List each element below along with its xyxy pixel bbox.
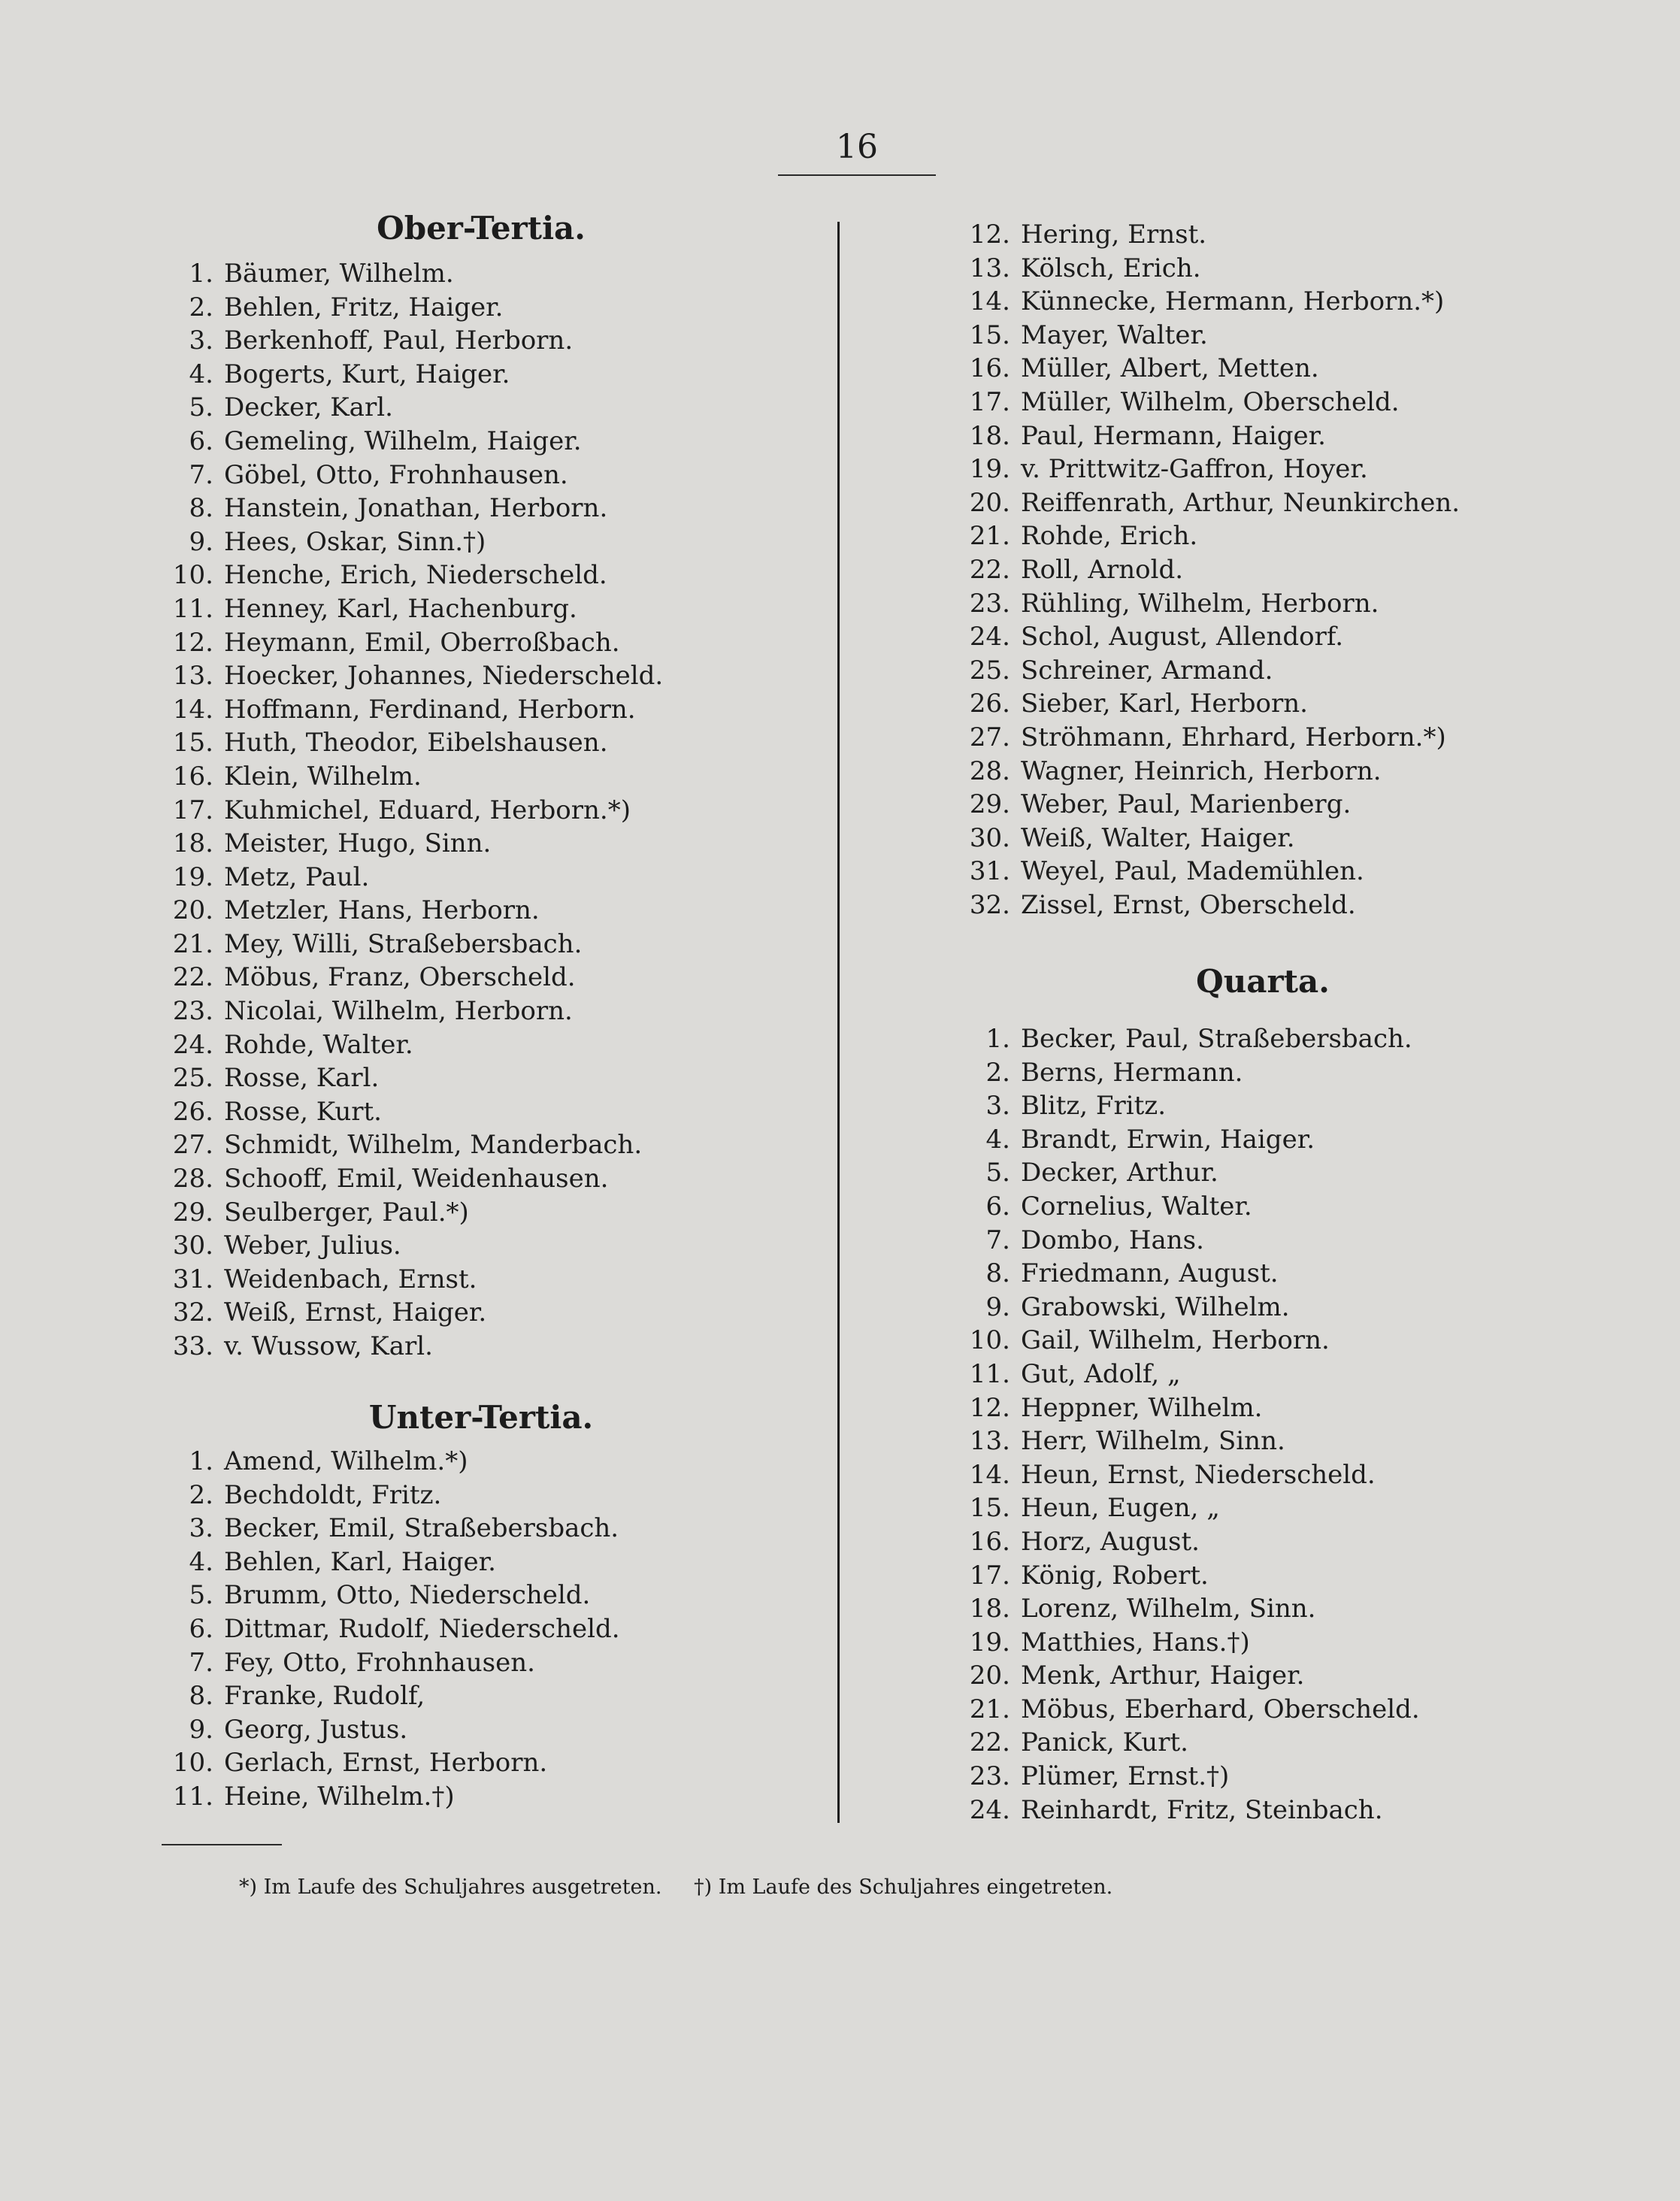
entry-number: 15.: [172, 728, 213, 758]
list-item: [150, 559, 663, 592]
list-item: [947, 788, 1460, 822]
entry-number: 16.: [969, 1526, 1010, 1557]
list-item: [150, 1512, 620, 1546]
entry-name: Behlen, Karl, Haiger.: [224, 1546, 496, 1577]
entry-number: 17.: [969, 386, 1010, 417]
entry-name: Hanstein, Jonathan, Herborn.: [224, 493, 608, 524]
entry-name: Heppner, Wilhelm.: [1021, 1392, 1263, 1423]
entry-number: 12.: [969, 219, 1010, 250]
entry-number: 22.: [969, 1727, 1010, 1758]
entry-name: Cornelius, Walter.: [1021, 1191, 1252, 1222]
entry-name: Metzler, Hans, Herborn.: [224, 895, 540, 926]
list-ober-tertia: [150, 257, 663, 1364]
list-item: [947, 822, 1460, 855]
entry-name: Schol, August, Allendorf.: [1021, 622, 1344, 652]
entry-number: 8.: [189, 1681, 213, 1712]
entry-name: Kuhmichel, Eduard, Herborn.*): [224, 795, 631, 825]
entry-number: 29.: [969, 789, 1010, 820]
entry-name: Bäumer, Wilhelm.: [224, 259, 454, 289]
entry-number: 17.: [969, 1560, 1010, 1591]
entry-number: 6.: [189, 1613, 213, 1644]
entry-number: 28.: [969, 755, 1010, 786]
list-item: [947, 386, 1460, 419]
footnote-rule: [162, 1844, 282, 1845]
entry-name: Möbus, Franz, Oberscheld.: [224, 962, 576, 993]
entry-name: Meister, Hugo, Sinn.: [224, 828, 492, 859]
page-number: 16: [836, 128, 878, 166]
list-item: [150, 257, 663, 291]
list-item: [947, 1592, 1420, 1626]
entry-number: 9.: [189, 526, 213, 557]
entry-name: Paul, Hermann, Haiger.: [1021, 420, 1326, 451]
list-item: [150, 358, 663, 392]
entry-number: 18.: [969, 1594, 1010, 1624]
entry-number: 4.: [189, 359, 213, 389]
entry-name: Panick, Kurt.: [1021, 1727, 1188, 1758]
list-item: [947, 453, 1460, 486]
list-item: [947, 1626, 1420, 1660]
list-unter-tertia: [150, 1445, 620, 1814]
entry-name: Decker, Arthur.: [1021, 1158, 1218, 1188]
list-unter-tertia-continued: [947, 218, 1460, 922]
entry-number: 30.: [969, 822, 1010, 853]
entry-name: Weber, Paul, Marienberg.: [1021, 789, 1352, 820]
entry-number: 27.: [172, 1130, 213, 1161]
list-item: [150, 1746, 620, 1780]
entry-number: 7.: [985, 1225, 1010, 1255]
entry-name: v. Prittwitz-Gaffron, Hoyer.: [1021, 454, 1368, 485]
list-item: [947, 1458, 1420, 1492]
entry-name: Zissel, Ernst, Oberscheld.: [1021, 889, 1356, 920]
entry-number: 16.: [969, 353, 1010, 384]
list-item: [150, 425, 663, 459]
list-item: [150, 492, 663, 525]
list-item: [947, 352, 1460, 386]
entry-number: 13.: [969, 1426, 1010, 1457]
list-item: [947, 1156, 1420, 1190]
entry-number: 6.: [189, 425, 213, 456]
entry-number: 18.: [172, 828, 213, 859]
list-item: [150, 961, 663, 995]
list-item: [947, 319, 1460, 353]
list-item: [150, 1679, 620, 1713]
entry-number: 3.: [189, 1513, 213, 1544]
list-item: [150, 324, 663, 358]
list-item: [947, 486, 1460, 520]
list-item: [150, 1713, 620, 1747]
list-item: [150, 894, 663, 928]
entry-name: Becker, Paul, Straßebersbach.: [1021, 1024, 1412, 1054]
entry-number: 20.: [969, 487, 1010, 518]
entry-number: 2.: [189, 1479, 213, 1510]
entry-number: 15.: [969, 1493, 1010, 1524]
entry-name: Hees, Oskar, Sinn.†): [224, 526, 486, 557]
entry-number: 21.: [969, 1694, 1010, 1724]
entry-name: Gail, Wilhelm, Herborn.: [1021, 1325, 1330, 1356]
entry-name: Weiß, Walter, Haiger.: [1021, 822, 1295, 853]
entry-number: 7.: [189, 459, 213, 490]
list-item: [150, 693, 663, 727]
entry-name: Menk, Arthur, Haiger.: [1021, 1661, 1305, 1691]
list-item: [150, 626, 663, 660]
entry-name: Georg, Justus.: [224, 1714, 408, 1745]
entry-name: Ströhmann, Ehrhard, Herborn.*): [1021, 722, 1446, 752]
heading-quarta: Quarta.: [1196, 963, 1330, 1000]
list-item: [150, 995, 663, 1028]
entry-name: Matthies, Hans.†): [1021, 1627, 1250, 1658]
entry-number: 25.: [172, 1063, 213, 1094]
entry-number: 21.: [172, 928, 213, 959]
list-item: [150, 1296, 663, 1330]
entry-name: Brandt, Erwin, Haiger.: [1021, 1124, 1315, 1155]
entry-number: 1.: [189, 259, 213, 289]
list-item: [947, 1559, 1420, 1593]
entry-number: 13.: [172, 661, 213, 692]
column-divider: [837, 222, 840, 1823]
entry-number: 11.: [172, 593, 213, 624]
list-item: [947, 1123, 1420, 1157]
list-item: [947, 721, 1460, 755]
entry-number: 17.: [172, 795, 213, 825]
entry-number: 15.: [969, 319, 1010, 350]
footnotes: [239, 1870, 1112, 1905]
entry-number: 9.: [189, 1714, 213, 1745]
entry-name: Wagner, Heinrich, Herborn.: [1021, 755, 1382, 786]
list-item: [947, 285, 1460, 319]
entry-number: 20.: [969, 1661, 1010, 1691]
entry-name: Horz, August.: [1021, 1526, 1200, 1557]
entry-name: Dombo, Hans.: [1021, 1225, 1204, 1255]
list-item: [947, 654, 1460, 688]
list-item: [150, 1061, 663, 1095]
entry-number: 10.: [969, 1325, 1010, 1356]
entry-name: Gemeling, Wilhelm, Haiger.: [224, 425, 582, 456]
entry-name: Rühling, Wilhelm, Herborn.: [1021, 588, 1379, 619]
entry-number: 12.: [172, 627, 213, 658]
entry-number: 9.: [985, 1291, 1010, 1322]
entry-name: Plümer, Ernst.†): [1021, 1761, 1230, 1792]
list-item: [947, 1190, 1420, 1224]
entry-name: Lorenz, Wilhelm, Sinn.: [1021, 1594, 1316, 1624]
entry-name: Müller, Wilhelm, Oberscheld.: [1021, 386, 1400, 417]
entry-number: 3.: [189, 325, 213, 356]
list-item: [947, 1022, 1420, 1056]
entry-number: 19.: [969, 1627, 1010, 1658]
heading-ober-tertia: Ober-Tertia.: [377, 210, 586, 247]
entry-number: 2.: [985, 1057, 1010, 1088]
entry-number: 10.: [172, 1748, 213, 1779]
entry-number: 30.: [172, 1231, 213, 1261]
entry-number: 5.: [985, 1158, 1010, 1188]
entry-number: 26.: [172, 1096, 213, 1127]
list-item: [150, 1546, 620, 1579]
entry-name: Rosse, Karl.: [224, 1063, 380, 1094]
list-item: [947, 620, 1460, 654]
entry-number: 20.: [172, 895, 213, 926]
list-item: [947, 252, 1460, 286]
entry-number: 14.: [172, 694, 213, 725]
entry-number: 24.: [969, 1794, 1010, 1825]
entry-name: König, Robert.: [1021, 1560, 1209, 1591]
list-item: [947, 1491, 1420, 1525]
entry-number: 27.: [969, 722, 1010, 752]
list-item: [947, 1525, 1420, 1559]
list-item: [947, 1257, 1420, 1291]
entry-name: Henche, Erich, Niederscheld.: [224, 560, 607, 591]
entry-number: 24.: [172, 1029, 213, 1060]
list-quarta: [947, 1022, 1420, 1827]
list-item: [150, 1479, 620, 1512]
entry-name: Gerlach, Ernst, Herborn.: [224, 1748, 548, 1779]
list-item: [947, 519, 1460, 553]
list-item: [150, 726, 663, 760]
entry-name: Berns, Hermann.: [1021, 1057, 1243, 1088]
list-item: [947, 1224, 1420, 1258]
list-item: [150, 1646, 620, 1680]
entry-name: Henney, Karl, Hachenburg.: [224, 593, 577, 624]
entry-name: Hering, Ernst.: [1021, 219, 1207, 250]
entry-number: 6.: [985, 1191, 1010, 1222]
heading-unter-tertia: Unter-Tertia.: [368, 1399, 594, 1436]
entry-name: Rohde, Erich.: [1021, 521, 1198, 552]
list-item: [150, 1263, 663, 1297]
entry-name: v. Wussow, Karl.: [224, 1331, 433, 1361]
entry-number: 10.: [172, 560, 213, 591]
entry-number: 31.: [172, 1264, 213, 1294]
list-item: [150, 1612, 620, 1646]
list-item: [947, 1056, 1420, 1090]
entry-name: Behlen, Fritz, Haiger.: [224, 292, 504, 322]
entry-number: 26.: [969, 689, 1010, 719]
entry-name: Rohde, Walter.: [224, 1029, 413, 1060]
list-item: [947, 1659, 1420, 1693]
entry-number: 29.: [172, 1197, 213, 1228]
entry-number: 19.: [969, 454, 1010, 485]
list-item: [150, 391, 663, 425]
entry-number: 3.: [985, 1091, 1010, 1122]
entry-name: Bogerts, Kurt, Haiger.: [224, 359, 510, 389]
entry-name: Becker, Emil, Straßebersbach.: [224, 1513, 619, 1544]
list-item: [947, 1089, 1420, 1123]
entry-number: 23.: [969, 588, 1010, 619]
entry-number: 31.: [969, 856, 1010, 887]
list-item: [150, 459, 663, 492]
entry-name: Mey, Willi, Straßebersbach.: [224, 928, 583, 959]
list-item: [150, 1196, 663, 1230]
list-item: [947, 1693, 1420, 1727]
entry-number: 4.: [985, 1124, 1010, 1155]
entry-name: Grabowski, Wilhelm.: [1021, 1291, 1290, 1322]
entry-name: Heymann, Emil, Oberroßbach.: [224, 627, 620, 658]
entry-name: Blitz, Fritz.: [1021, 1091, 1167, 1122]
entry-name: Seulberger, Paul.*): [224, 1197, 469, 1228]
list-item: [150, 1579, 620, 1612]
list-item: [947, 1324, 1420, 1358]
entry-number: 16.: [172, 761, 213, 792]
list-item: [947, 1291, 1420, 1325]
list-item: [947, 1358, 1420, 1391]
list-item: [150, 592, 663, 626]
entry-number: 7.: [189, 1647, 213, 1678]
entry-name: Amend, Wilhelm.*): [224, 1446, 468, 1476]
list-item: [947, 553, 1460, 587]
entry-number: 11.: [969, 1358, 1010, 1389]
entry-name: Sieber, Karl, Herborn.: [1021, 689, 1308, 719]
entry-number: 32.: [172, 1297, 213, 1328]
entry-name: Klein, Wilhelm.: [224, 761, 422, 792]
list-item: [150, 1095, 663, 1129]
entry-number: 8.: [985, 1258, 1010, 1289]
list-item: [947, 755, 1460, 789]
entry-number: 11.: [172, 1781, 213, 1812]
entry-number: 21.: [969, 521, 1010, 552]
entry-name: Nicolai, Wilhelm, Herborn.: [224, 996, 573, 1027]
entry-name: Weidenbach, Ernst.: [224, 1264, 477, 1294]
list-item: [150, 659, 663, 693]
entry-name: Mayer, Walter.: [1021, 319, 1208, 350]
list-item: [947, 419, 1460, 453]
entry-number: 1.: [985, 1024, 1010, 1054]
entry-number: 23.: [969, 1761, 1010, 1792]
entry-name: Künnecke, Hermann, Herborn.*): [1021, 286, 1445, 317]
list-item: [947, 1760, 1420, 1794]
page-number-rule: [778, 174, 936, 176]
entry-name: Schooff, Emil, Weidenhausen.: [224, 1164, 609, 1194]
entry-name: Herr, Wilhelm, Sinn.: [1021, 1426, 1285, 1457]
entry-name: Weber, Julius.: [224, 1231, 401, 1261]
footnote-entered: †) Im Laufe des Schuljahres eingetreten.: [694, 1876, 1113, 1899]
list-item: [150, 827, 663, 861]
entry-number: 5.: [189, 1580, 213, 1611]
entry-number: 22.: [969, 554, 1010, 585]
list-item: [150, 1445, 620, 1479]
list-item: [947, 687, 1460, 721]
entry-name: Huth, Theodor, Eibelshausen.: [224, 728, 608, 758]
footnote-left: *) Im Laufe des Schuljahres ausgetreten.: [239, 1876, 662, 1899]
list-item: [150, 760, 663, 794]
entry-number: 14.: [969, 286, 1010, 317]
entry-name: Berkenhoff, Paul, Herborn.: [224, 325, 574, 356]
list-item: [947, 218, 1460, 252]
list-item: [947, 855, 1460, 889]
list-item: [150, 1229, 663, 1263]
entry-name: Heun, Ernst, Niederscheld.: [1021, 1459, 1376, 1490]
entry-number: 32.: [969, 889, 1010, 920]
entry-name: Weiß, Ernst, Haiger.: [224, 1297, 487, 1328]
entry-number: 1.: [189, 1446, 213, 1476]
list-item: [150, 1780, 620, 1814]
entry-name: Rosse, Kurt.: [224, 1096, 382, 1127]
list-item: [150, 1162, 663, 1196]
list-item: [947, 1424, 1420, 1458]
entry-number: 14.: [969, 1459, 1010, 1490]
entry-name: Weyel, Paul, Mademühlen.: [1021, 856, 1364, 887]
entry-number: 2.: [189, 292, 213, 322]
entry-name: Schreiner, Armand.: [1021, 655, 1273, 686]
entry-name: Reiffenrath, Arthur, Neunkirchen.: [1021, 487, 1461, 518]
entry-name: Metz, Paul.: [224, 861, 370, 892]
list-item: [947, 1726, 1420, 1760]
list-item: [150, 794, 663, 828]
list-item: [947, 889, 1460, 922]
list-item: [150, 861, 663, 895]
entry-name: Decker, Karl.: [224, 392, 393, 423]
entry-name: Dittmar, Rudolf, Niederscheld.: [224, 1613, 620, 1644]
entry-name: Möbus, Eberhard, Oberscheld.: [1021, 1694, 1420, 1724]
entry-name: Müller, Albert, Metten.: [1021, 353, 1319, 384]
entry-number: 8.: [189, 493, 213, 524]
entry-name: Heun, Eugen, „: [1021, 1493, 1220, 1524]
list-item: [150, 525, 663, 559]
entry-name: Hoecker, Johannes, Niederscheld.: [224, 661, 664, 692]
list-item: [150, 1128, 663, 1162]
entry-name: Göbel, Otto, Frohnhausen.: [224, 459, 568, 490]
entry-number: 5.: [189, 392, 213, 423]
entry-name: Brumm, Otto, Niederscheld.: [224, 1580, 591, 1611]
entry-number: 12.: [969, 1392, 1010, 1423]
list-item: [150, 928, 663, 961]
entry-number: 23.: [172, 996, 213, 1027]
entry-name: Roll, Arnold.: [1021, 554, 1184, 585]
entry-number: 19.: [172, 861, 213, 892]
entry-number: 13.: [969, 253, 1010, 283]
entry-name: Fey, Otto, Frohnhausen.: [224, 1647, 535, 1678]
list-item: [947, 587, 1460, 621]
entry-number: 33.: [172, 1331, 213, 1361]
entry-name: Hoffmann, Ferdinand, Herborn.: [224, 694, 636, 725]
entry-name: Friedmann, August.: [1021, 1258, 1279, 1289]
list-item: [150, 1028, 663, 1062]
entry-number: 28.: [172, 1164, 213, 1194]
entry-number: 22.: [172, 962, 213, 993]
entry-number: 25.: [969, 655, 1010, 686]
entry-name: Bechdoldt, Fritz.: [224, 1479, 442, 1510]
entry-name: Gut, Adolf, „: [1021, 1358, 1181, 1389]
entry-number: 4.: [189, 1546, 213, 1577]
entry-name: Reinhardt, Fritz, Steinbach.: [1021, 1794, 1383, 1825]
entry-number: 18.: [969, 420, 1010, 451]
list-item: [947, 1794, 1420, 1827]
entry-name: Schmidt, Wilhelm, Manderbach.: [224, 1130, 643, 1161]
list-item: [150, 291, 663, 325]
entry-number: 24.: [969, 622, 1010, 652]
entry-name: Franke, Rudolf,: [224, 1681, 425, 1712]
list-item: [150, 1330, 663, 1364]
list-item: [947, 1391, 1420, 1425]
entry-name: Kölsch, Erich.: [1021, 253, 1201, 283]
entry-name: Heine, Wilhelm.†): [224, 1781, 455, 1812]
